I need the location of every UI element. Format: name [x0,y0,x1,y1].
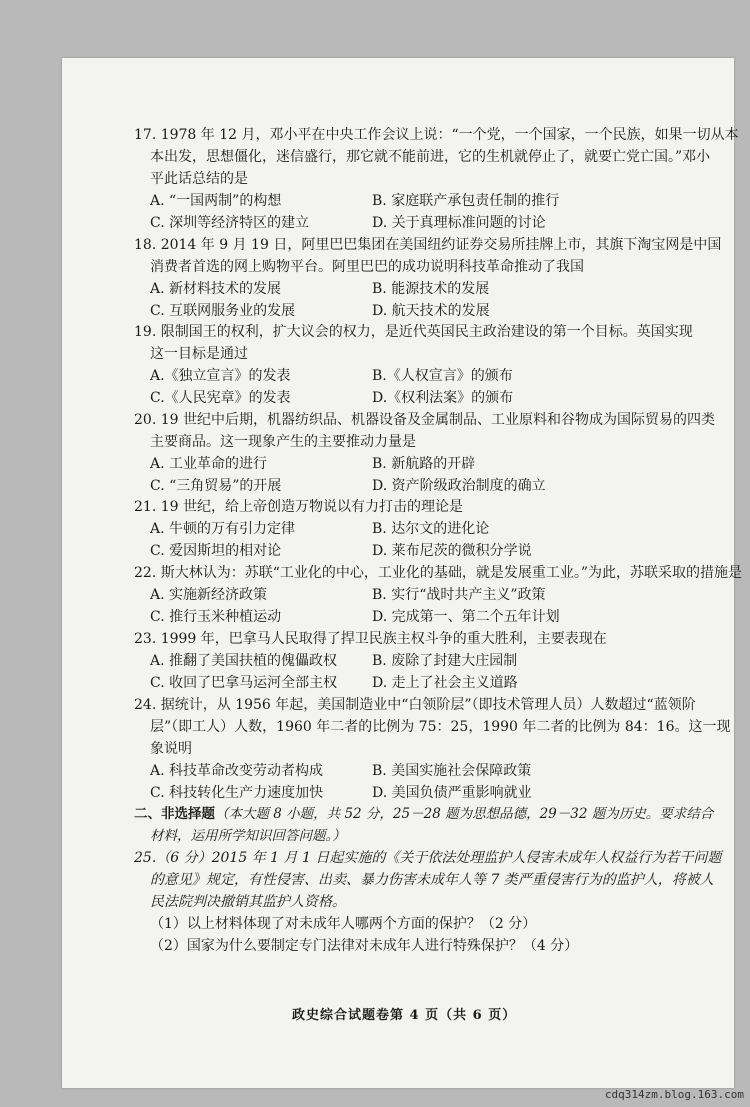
option-d: D. 资产阶级政治制度的确立 [372,478,546,494]
question-text: 的意见》规定，有性侵害、出卖、暴力伤害未成年人等 7 类严重侵害行为的监护人，将被人 [150,872,714,888]
question-24 [134,694,744,804]
option-a: A. 新材料技术的发展 [150,281,282,297]
option-b: B. 家庭联产承包责任制的推行 [372,193,560,209]
question-text: 17. 1978 年 12 月，邓小平在中央工作会议上说：“一个党，一个国家，一个民族，如果一切从本 [134,127,739,143]
question-text: 平此话总结的是 [150,171,248,187]
option-c: C. 爱因斯坦的相对论 [150,543,282,559]
option-b: B. 达尔文的进化论 [372,521,490,537]
sub-question-2: （2）国家为什么要制定专门法律对未成年人进行特殊保护？（4 分） [150,938,579,954]
option-b: B. 能源技术的发展 [372,281,490,297]
question-text: 民法院判决撤销其监护人资格。 [150,894,346,910]
option-d: D. 完成第一、第二个五年计划 [372,609,560,625]
option-c: C. 收回了巴拿马运河全部主权 [150,675,338,691]
option-d: D. 莱布尼茨的微积分学说 [372,543,532,559]
section-2-header [134,803,744,847]
option-c: C. “三角贸易”的开展 [150,478,282,494]
question-text: 25.（6 分）2015 年 1 月 1 日起实施的《关于依法处理监护人侵害未成年人权益行为若干问题 [134,850,722,866]
option-d: D. 关于真理标准问题的讨论 [372,215,546,231]
question-text: 18. 2014 年 9 月 19 日，阿里巴巴集团在美国纽约证券交易所挂牌上市，其旗下淘宝网是中国 [134,237,722,253]
question-23 [134,628,744,694]
question-text: 23. 1999 年，巴拿马人民取得了捍卫民族主权斗争的重大胜利，主要表现在 [134,631,607,647]
option-c: C. 推行玉米种植运动 [150,609,282,625]
option-d: D. 美国负债严重影响就业 [372,785,532,801]
question-19 [134,321,744,409]
option-a: A. 实施新经济政策 [150,587,268,603]
option-d: D. 航天技术的发展 [372,303,490,319]
question-21 [134,496,744,562]
sub-question-1: （1）以上材料体现了对未成年人哪两个方面的保护？（2 分） [150,916,537,932]
exam-page [62,58,743,1088]
option-a: A. 牛顿的万有引力定律 [150,521,296,537]
option-a: A.《独立宣言》的发表 [150,368,291,384]
question-text: 19. 限制国王的权利，扩大议会的权力，是近代英国民主政治建设的第一个目标。英国实现 [134,324,693,340]
question-text: 20. 19 世纪中后期，机器纺织品、机器设备及金属制品、工业原料和谷物成为国际贸易的四类 [134,412,715,428]
option-a: A. 工业革命的进行 [150,456,268,472]
option-d: D.《权利法案》的颁布 [372,390,514,406]
question-text: 主要商品。这一现象产生的主要推动力量是 [150,434,416,450]
section-instructions-2: 材料，运用所学知识回答问题。） [150,828,346,844]
option-c: C. 深圳等经济特区的建立 [150,215,310,231]
option-c: C.《人民宪章》的发表 [150,390,291,406]
option-d: D. 走上了社会主义道路 [372,675,518,691]
question-20 [134,409,744,497]
question-text: 这一目标是通过 [150,346,248,362]
option-b: B.《人权宣言》的颁布 [372,368,513,384]
question-25 [134,847,744,957]
option-a: A. “一国两制”的构想 [150,193,282,209]
page-footer: 政史综合试题卷第 4 页（共 6 页） [292,1008,517,1023]
question-text: 层”（即工人）人数，1960 年二者的比例为 75：25，1990 年二者的比例为 84：16。这一现 [150,719,731,735]
option-a: A. 推翻了美国扶植的傀儡政权 [150,653,338,669]
option-c: C. 互联网服务业的发展 [150,303,296,319]
question-text: 24. 据统计，从 1956 年起，美国制造业中“白领阶层”（即技术管理人员）人数超过“蓝领阶 [134,697,696,713]
question-text: 象说明 [150,741,192,757]
question-text: 本出发，思想僵化，迷信盛行，那它就不能前进，它的生机就停止了，就要亡党亡国。”邓小 [150,149,711,165]
option-c: C. 科技转化生产力速度加快 [150,785,324,801]
question-22 [134,562,744,628]
question-text: 22. 斯大林认为：苏联“工业化的中心，工业化的基础，就是发展重工业。”为此，苏联采取的措施是 [134,565,743,581]
option-a: A. 科技革命改变劳动者构成 [150,763,324,779]
option-b: B. 实行“战时共产主义”政策 [372,587,546,603]
question-text: 21. 19 世纪，给上帝创造万物说以有力打击的理论是 [134,499,463,515]
section-instructions: （本大题 8 小题，共 52 分，25－28 题为思想品德，29－32 题为历史。要求结合 [215,806,714,822]
question-18 [134,234,744,322]
option-b: B. 废除了封建大庄园制 [372,653,518,669]
question-17 [134,124,744,234]
question-text: 消费者首选的网上购物平台。阿里巴巴的成功说明科技革命推动了我国 [150,259,584,275]
watermark: cdq314zm.blog.163.com [604,1088,744,1101]
section-title: 二、非选择题 [134,806,215,822]
option-b: B. 新航路的开辟 [372,456,476,472]
option-b: B. 美国实施社会保障政策 [372,763,532,779]
